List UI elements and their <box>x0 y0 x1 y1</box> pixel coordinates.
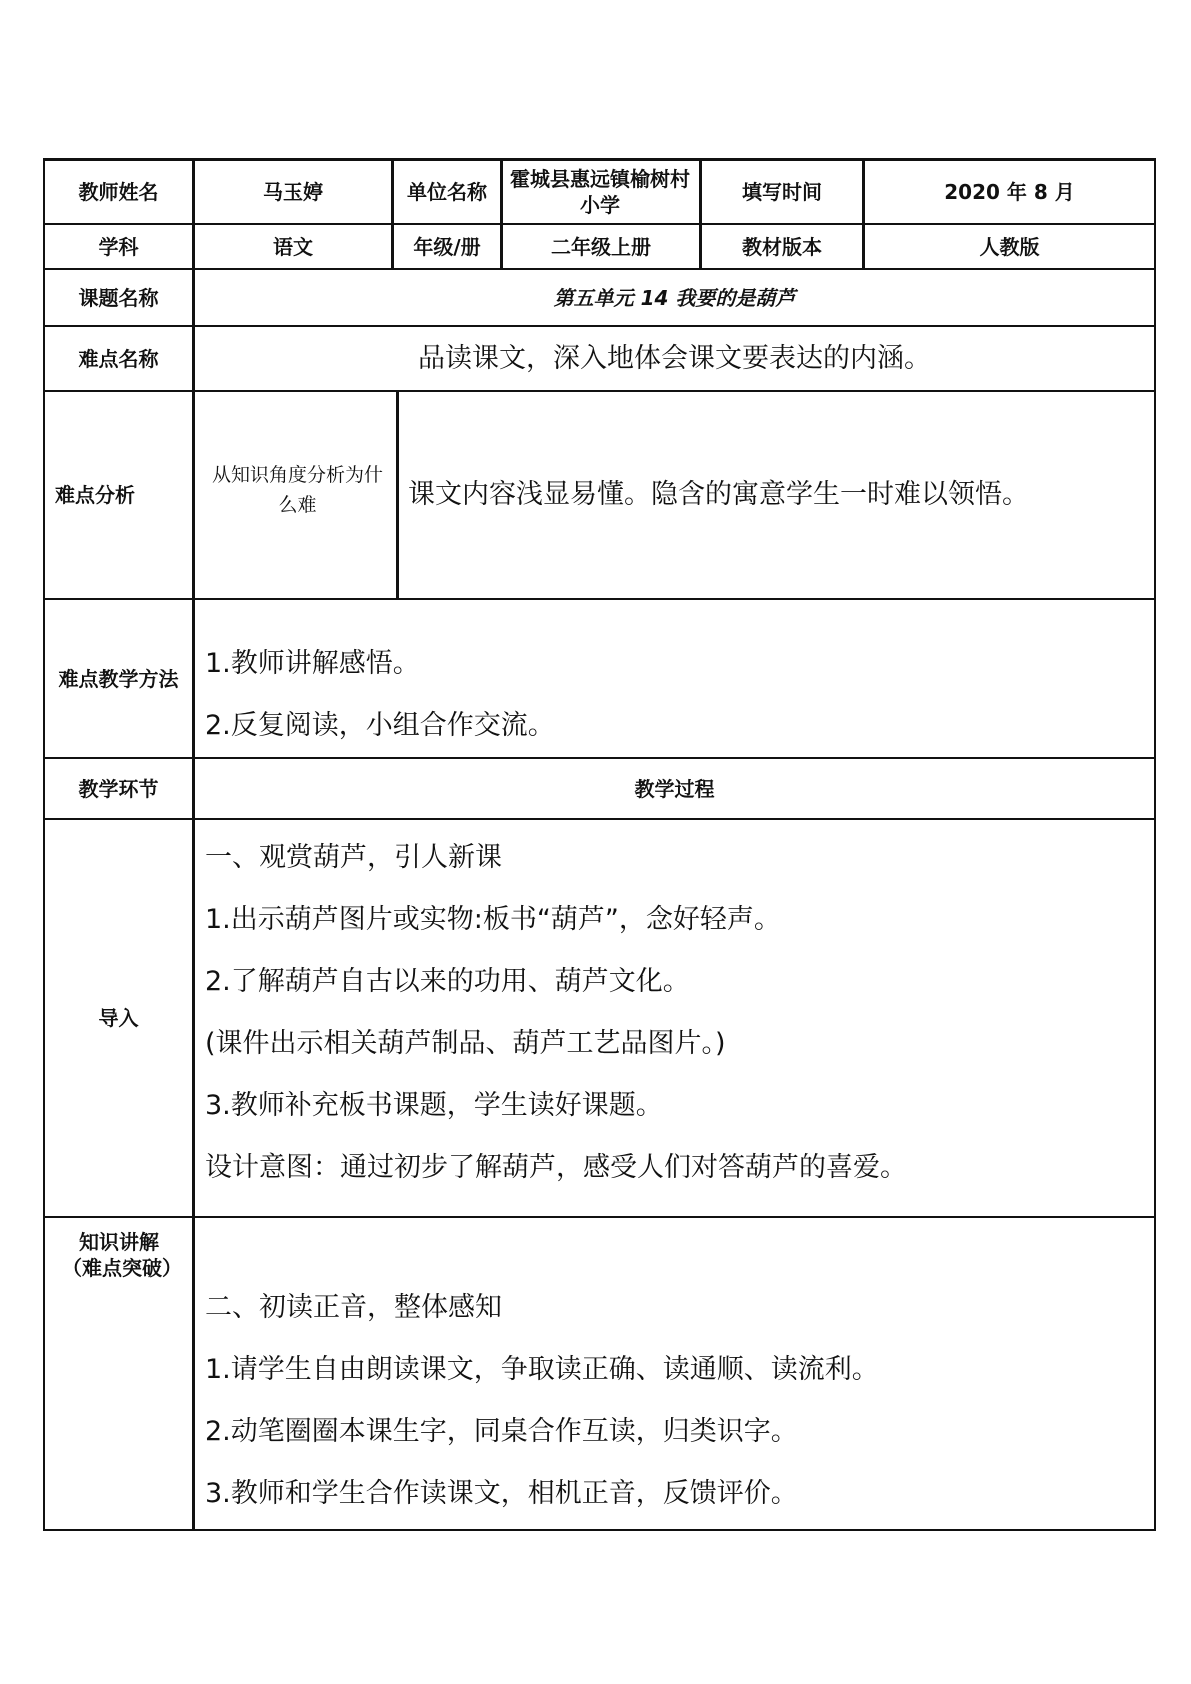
edition-value: 人教版 <box>979 234 1040 259</box>
intro-label: 导入 <box>98 1006 139 1030</box>
table-rule <box>43 818 1156 820</box>
grade-label: 年级/册 <box>413 234 481 259</box>
knowledge-label: 知识讲解（难点突破） <box>62 1230 182 1280</box>
process-header-value: 教学过程 <box>634 776 715 801</box>
knowledge-line: 二、初读正音，整体感知 <box>205 1292 502 1323</box>
topic-label: 课题名称 <box>78 285 159 310</box>
difficulty-value: 品读课文，深入地体会课文要表达的内涵。 <box>418 342 931 374</box>
knowledge-line: 1.请学生自由朗读课文，争取读正确、读通顺、读流利。 <box>205 1354 879 1385</box>
difficulty-label: 难点名称 <box>78 346 159 371</box>
teacher-name-label: 教师姓名 <box>78 180 159 204</box>
knowledge-line: 3.教师和学生合作读课文，相机正音，反馈评价。 <box>205 1478 798 1509</box>
grade-value: 二年级上册 <box>551 234 651 259</box>
subject-label: 学科 <box>98 234 139 259</box>
method-line: 1.教师讲解感悟。 <box>205 648 420 679</box>
table-rule <box>43 598 1156 600</box>
intro-line: (课件出示相关葫芦制品、葫芦工艺品图片。) <box>205 1028 726 1059</box>
analysis-sub-label: 从知识角度分析为什么难 <box>211 464 383 516</box>
analysis-label: 难点分析 <box>55 483 135 507</box>
intro-line: 2.了解葫芦自古以来的功用、葫芦文化。 <box>205 966 690 997</box>
table-border-bottom <box>43 1529 1156 1531</box>
unit-name-label: 单位名称 <box>407 180 487 204</box>
knowledge-content <box>205 1277 1150 1527</box>
unit-name-value: 霍城县惠远镇榆树村小学 <box>510 167 690 217</box>
topic-value: 第五单元 14 我要的是葫芦 <box>553 285 796 310</box>
fill-time-label: 填写时间 <box>742 180 822 204</box>
intro-content <box>205 827 1150 1212</box>
process-step-label: 教学环节 <box>78 776 159 801</box>
method-line: 2.反复阅读，小组合作交流。 <box>205 710 555 741</box>
intro-line: 设计意图：通过初步了解葫芦，感受人们对答葫芦的喜爱。 <box>205 1152 907 1183</box>
fill-time-value: 2020 年 8 月 <box>944 180 1075 204</box>
edition-label: 教材版本 <box>742 234 822 259</box>
subject-value: 语文 <box>273 234 313 259</box>
table-col-divider <box>396 390 399 600</box>
knowledge-line: 2.动笔圈圈本课生字，同桌合作互读，归类识字。 <box>205 1416 798 1447</box>
teacher-name-value: 马玉婷 <box>263 180 323 204</box>
analysis-value: 课文内容浅显易懂。隐含的寓意学生一时难以领悟。 <box>408 479 1029 511</box>
table-rule <box>43 1216 1156 1218</box>
intro-line: 一、观赏葫芦，引人新课 <box>205 842 502 873</box>
table-border-right <box>1154 158 1156 1531</box>
intro-line: 3.教师补充板书课题，学生读好课题。 <box>205 1090 663 1121</box>
intro-line: 1.出示葫芦图片或实物:板书“葫芦”，念好轻声。 <box>205 904 781 935</box>
method-label: 难点教学方法 <box>58 666 179 691</box>
method-content <box>205 633 1145 753</box>
